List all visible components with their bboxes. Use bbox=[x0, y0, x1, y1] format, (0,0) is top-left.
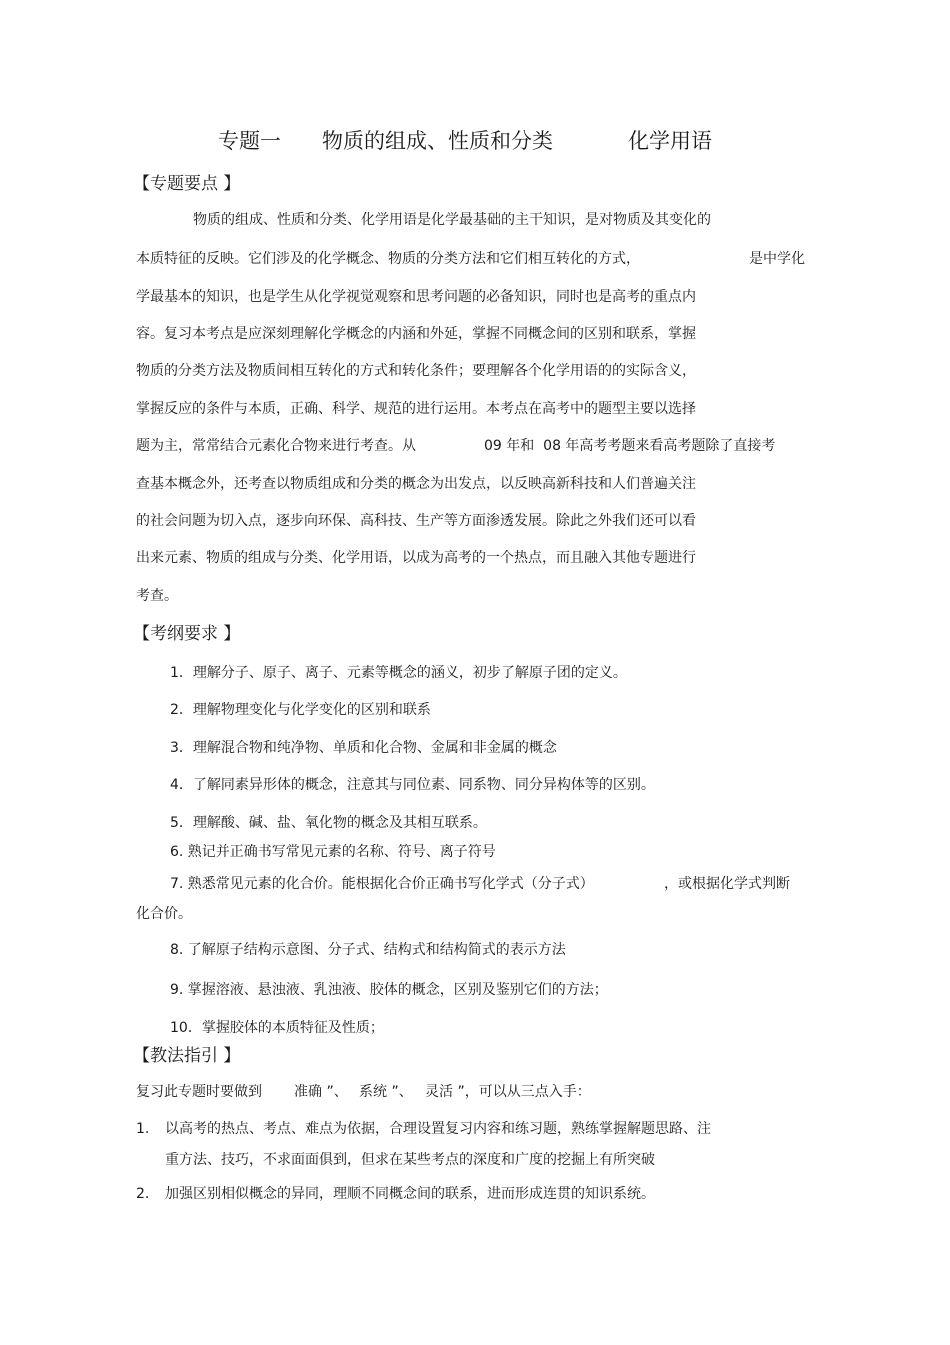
list-item: 6. 熟记并正确书写常见元素的名称、符号、离子符号 bbox=[170, 844, 496, 860]
list-item: 3．理解混合物和纯净物、单质和化合物、金属和非金属的概念 bbox=[170, 740, 557, 756]
list-item: 7. 熟悉常见元素的化合价。能根据化合价正确书写化学式（分子式） bbox=[170, 876, 594, 892]
paragraph-line: 出来元素、物质的组成与分类、化学用语，以成为高考的一个热点，而且融入其他专题进行 bbox=[136, 550, 696, 566]
paragraph-line: 学最基本的知识，也是学生从化学视觉观察和思考问题的必备知识，同时也是高考的重点内 bbox=[136, 289, 696, 305]
list-item: 9. 掌握溶液、悬浊液、乳浊液、胶体的概念，区别及鉴别它们的方法； bbox=[170, 982, 608, 998]
list-item-continuation: 化合价。 bbox=[136, 906, 192, 922]
paragraph-line: 题为主，常常结合元素化合物来进行考查。从 bbox=[136, 438, 416, 454]
list-item-continuation: 重方法、技巧，不求面面俱到，但求在某些考点的深度和广度的挖掘上有所突破 bbox=[165, 1152, 655, 1168]
paragraph-line: 掌握反应的条件与本质，正确、科学、规范的进行运用。本考点在高考中的题型主要以选择 bbox=[136, 401, 696, 417]
section-heading-requirements: 【考纲要求 】 bbox=[133, 624, 241, 644]
guidance-intro-text: 复习此专题时要做到 bbox=[136, 1084, 262, 1100]
list-item: 1．理解分子、原子、离子、元素等概念的涵义，初步了解原子团的定义。 bbox=[170, 665, 627, 681]
paragraph-line: 本质特征的反映。它们涉及的化学概念、物质的分类方法和它们相互转化的方式， bbox=[136, 251, 640, 267]
paragraph-line: 的社会问题为切入点，逐步向环保、高科技、生产等方面渗透发展。除此之外我们还可以看 bbox=[136, 513, 696, 529]
title-topic-number: 专题一 bbox=[218, 129, 281, 153]
paragraph-line: 容。复习本考点是应深刻理解化学概念的内涵和外延，掌握不同概念间的区别和联系，掌握 bbox=[136, 326, 696, 342]
list-item: 加强区别相似概念的异同，理顺不同概念间的联系，进而形成连贯的知识系统。 bbox=[165, 1186, 655, 1202]
list-item-continuation: ，或根据化学式判断 bbox=[664, 876, 790, 892]
list-item: 以高考的热点、考点、难点为依据，合理设置复习内容和练习题，熟练掌握解题思路、注 bbox=[165, 1121, 711, 1137]
paragraph-line: 09 年和 08 年高考考题来看高考题除了直接考 bbox=[484, 438, 776, 454]
paragraph-line: 查基本概念外，还考查以物质组成和分类的概念为出发点，以反映高新科技和人们普遍关注 bbox=[136, 476, 696, 492]
list-item: 8. 了解原子结构示意图、分子式、结构式和结构简式的表示方法 bbox=[170, 942, 566, 958]
guidance-intro-text: 系统 ”、 bbox=[359, 1084, 413, 1100]
list-item-number: 2. bbox=[136, 1186, 150, 1202]
paragraph-line: 物质的组成、性质和分类、化学用语是化学最基础的主干知识，是对物质及其变化的 bbox=[193, 212, 711, 228]
paragraph-line: 是中学化 bbox=[749, 251, 805, 267]
list-item-number: 1. bbox=[136, 1121, 150, 1137]
title-chemistry-terms: 化学用语 bbox=[628, 129, 712, 153]
paragraph-line: 物质的分类方法及物质间相互转化的方式和转化条件；要理解各个化学用语的的实际含义， bbox=[136, 363, 696, 379]
section-heading-guidance: 【教法指引 】 bbox=[133, 1046, 241, 1066]
guidance-intro-text: 准确 ”、 bbox=[294, 1084, 348, 1100]
section-heading-key-points: 【专题要点 】 bbox=[133, 174, 241, 194]
list-item: 5．理解酸、碱、盐、氧化物的概念及其相互联系。 bbox=[170, 815, 487, 831]
list-item: 10．掌握胶体的本质特征及性质； bbox=[170, 1020, 384, 1036]
list-item: 2．理解物理变化与化学变化的区别和联系 bbox=[170, 702, 431, 718]
list-item: 4．了解同素异形体的概念，注意其与同位素、同系物、同分异构体等的区别。 bbox=[170, 777, 655, 793]
title-topic-name: 物质的组成、性质和分类 bbox=[322, 129, 553, 153]
guidance-intro-text: 灵活 ”，可以从三点入手： bbox=[425, 1084, 591, 1100]
paragraph-line: 考查。 bbox=[136, 588, 178, 604]
